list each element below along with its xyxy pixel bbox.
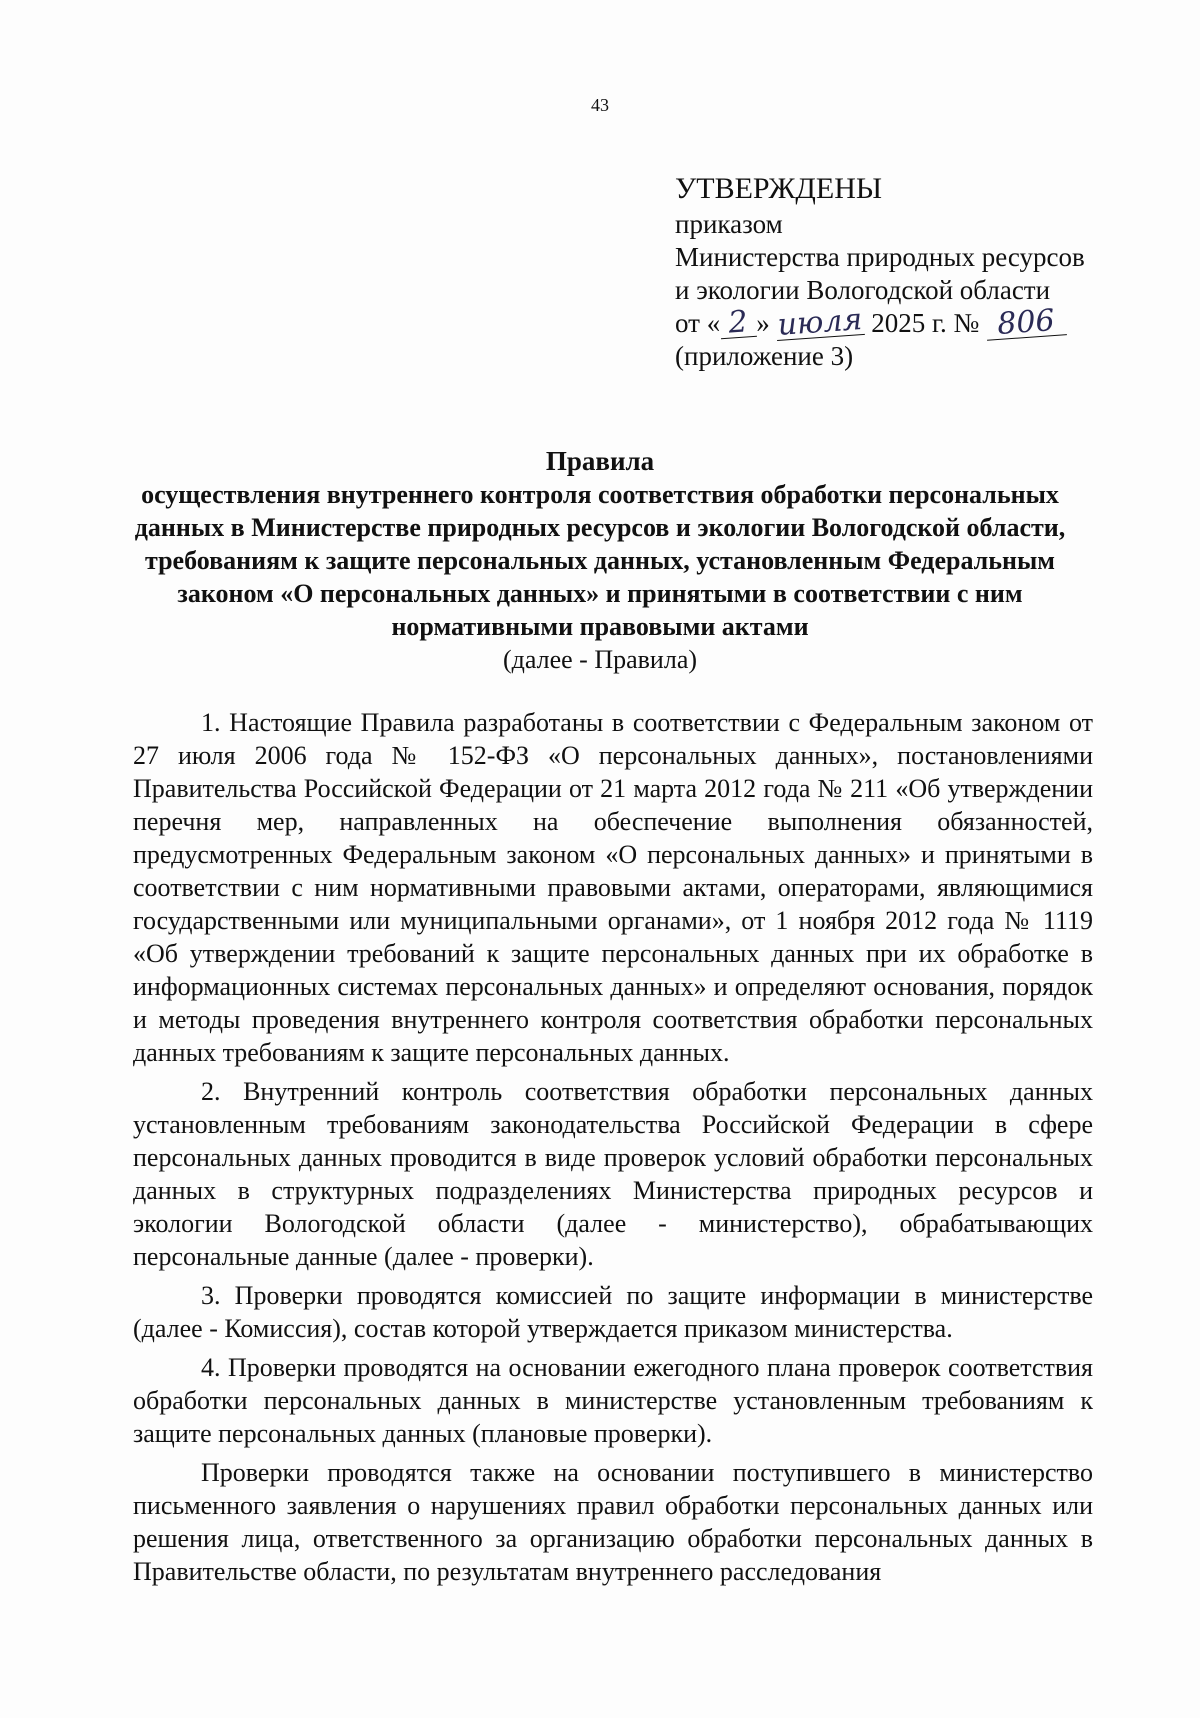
approval-ministry-line2: и экологии Вологодской области (675, 275, 1051, 305)
paragraph-5: Проверки проводятся также на основании поступившего в министерство письменного заявления о нарушениях правил обработки персональных данных или решения лица, ответственного за организацию обработки персональных данных в Правительстве области, по результатам внутреннего расследования (133, 1458, 1093, 1586)
document-subtitle: (далее - Правила) (502, 645, 698, 674)
document-body (133, 706, 1093, 1588)
handwritten-month: июля (776, 302, 864, 343)
page-number: 43 (591, 95, 609, 115)
handwritten-order-number: 806 (985, 306, 1067, 341)
paragraph-1: 1. Настоящие Правила разработаны в соответствии с Федеральным законом от 27 июля 2006 года № 152-ФЗ «О персональных данных», постановлениями Правительства Российской Федерации от 21 марта 2012 года № 211 «Об утверждении перечня мер, направленных на обеспечение выполнения обязанностей, предусмотренных Федеральным законом «О персональных данных» и принятыми в соответствии с ним нормативными правовыми актами, операторами, являющимися государственными или муниципальными органами», от 1 ноября 2012 года № 1119 «Об утверждении требований к защите персональных данных при их обработке в информационных системах персональных данных» и определяют основания, порядок и методы проведения внутреннего контроля соответствия обработки персональных данных требованиям к защите персональных данных. (133, 708, 1093, 1067)
paragraph-2: 2. Внутренний контроль соответствия обработки персональных данных установленным требованиям законодательства Российской Федерации в сфере персональных данных проводится в виде проверок условий обработки персональных данных в структурных подразделениях Министерства природных ресурсов и экологии Вологодской области (далее - министерство), обрабатывающих персональные данные (далее - проверки). (133, 1077, 1093, 1271)
paragraph-3: 3. Проверки проводятся комиссией по защите информации в министерстве (далее - Комиссия), состав которой утверждается приказом министерства. (133, 1281, 1093, 1343)
approval-date-line (675, 302, 1095, 343)
approval-title: УТВЕРЖДЕНЫ (675, 172, 883, 205)
date-prefix: от « (675, 308, 721, 338)
handwritten-day: 2 (719, 308, 757, 339)
date-year: 2025 г. № (871, 308, 980, 338)
document-title-body: осуществления внутреннего контроля соответствия обработки персональных данных в Министерстве природных ресурсов и экологии Вологодской области, требованиям к защите персональных данных, установленным Федеральным законом «О персональных данных» и принятыми в соответствии с ним нормативными правовыми актами (134, 480, 1066, 641)
date-mid: » (756, 308, 770, 338)
document-title-block (120, 445, 1080, 676)
document-title: Правила (545, 446, 655, 476)
approval-by-order: приказом (675, 209, 783, 239)
approval-stamp-block (675, 170, 1095, 373)
approval-ministry-line1: Министерства природных ресурсов (675, 242, 1085, 272)
approval-appendix: (приложение 3) (675, 341, 854, 371)
paragraph-4: 4. Проверки проводятся на основании ежегодного плана проверок соответствия обработки персональных данных в министерстве установленным требованиям к защите персональных данных (плановые проверки). (133, 1353, 1093, 1448)
